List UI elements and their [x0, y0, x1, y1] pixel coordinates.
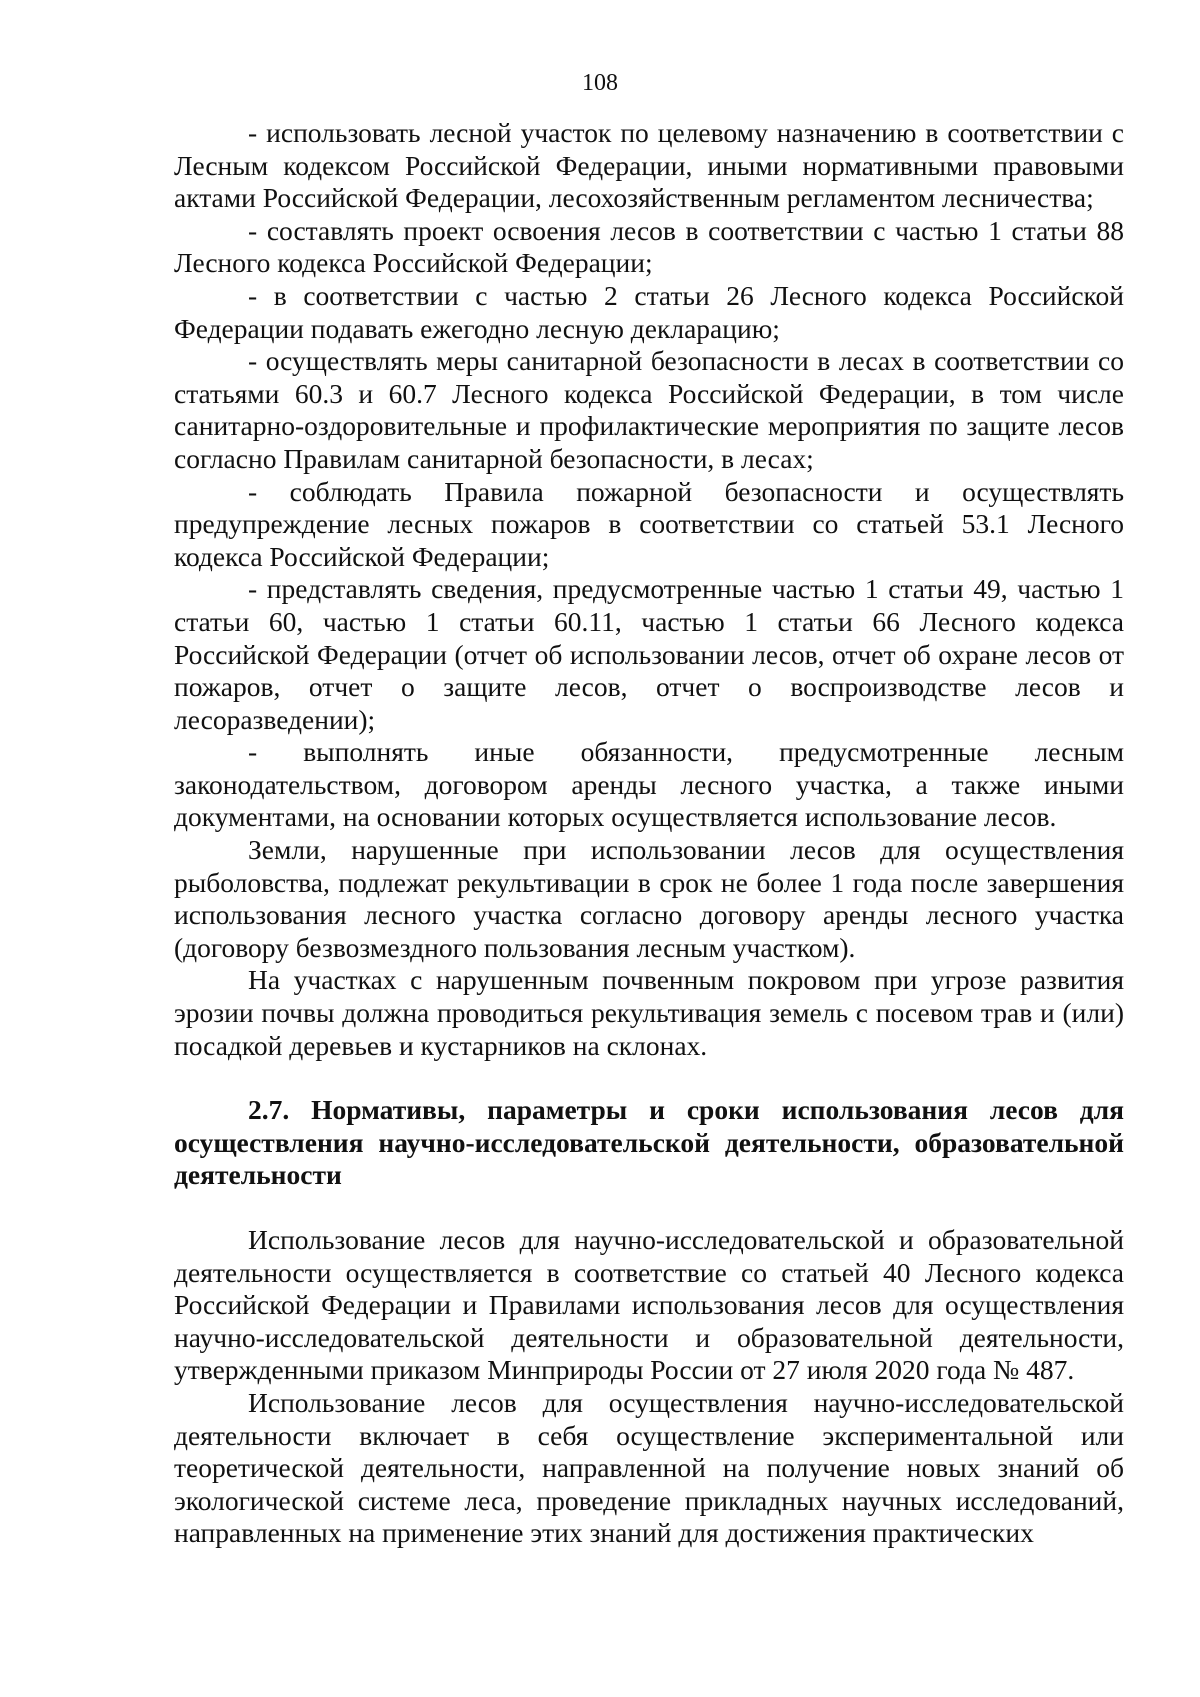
- list-item-forest-declaration: - в соответствии с частью 2 статьи 26 Лесного кодекса Российской Федерации подавать ежегодно лесную декларацию;: [174, 279, 1124, 344]
- paragraph-research-use: Использование лесов для научно-исследовательской и образовательной деятельности осуществляется в соответствие со статьей 40 Лесного кодекса Российской Федерации и Правилами использования лесов для осуществления научно-исследовательской деятельности и образовательной деятельности, утвержденными приказом Минприроды России от 27 июля 2020 года № 487.: [174, 1224, 1124, 1386]
- paragraph-land-reclamation: Земли, нарушенные при использовании лесов для осуществления рыболовства, подлежат рекультивации в срок не более 1 года после завершения использования лесного участка согласно договору аренды лесного участка (договору безвозмездного пользования лесным участком).: [174, 834, 1124, 963]
- paragraph-research-definition: Использование лесов для осуществления научно-исследовательской деятельности включает в себя осуществление экспериментальной или теоретической деятельности, направленной на получение новых знаний об экологической системе леса, проведение прикладных научных исследований, направленных на применение этих знаний для достижения практических: [174, 1386, 1124, 1549]
- section-heading: 2.7. Нормативы, параметры и сроки использования лесов для осуществления научно-исследовательской деятельности, образовательной деятельности: [174, 1094, 1124, 1191]
- list-item-other-duties: - выполнять иные обязанности, предусмотренные лесным законодательством, договором аренды лесного участка, а также иными документами, на основании которых осуществляется использование лесов.: [174, 736, 1124, 833]
- list-item-sanitary-safety: - осуществлять меры санитарной безопасности в лесах в соответствии со статьями 60.3 и 60.7 Лесного кодекса Российской Федерации, в том числе санитарно-оздоровительные и профилактические мероприятия по защите лесов согласно Правилам санитарной безопасности, в лесах;: [174, 345, 1124, 474]
- document-body: [174, 117, 1124, 1550]
- list-item-fire-safety: - соблюдать Правила пожарной безопасности и осуществлять предупреждение лесных пожаров в соответствии со статьей 53.1 Лесного кодекса Российской Федерации;: [174, 475, 1124, 572]
- paragraph-erosion: На участках с нарушенным почвенным покровом при угрозе развития эрозии почвы должна проводиться рекультивация земель с посевом трав и (или) посадкой деревьев и кустарников на склонах.: [174, 964, 1124, 1061]
- list-item-reports: - представлять сведения, предусмотренные частью 1 статьи 49, частью 1 статьи 60, частью 1 статьи 60.11, частью 1 статьи 66 Лесного кодекса Российской Федерации (отчет об использовании лесов, отчет об охране лесов от пожаров, отчет о защите лесов, отчет о воспроизводстве лесов и лесоразведении);: [174, 573, 1124, 735]
- page-number: 108: [582, 70, 618, 96]
- list-item-development-project: - составлять проект освоения лесов в соответствии с частью 1 статьи 88 Лесного кодекса Российской Федерации;: [174, 214, 1124, 279]
- list-item-use-plot: - использовать лесной участок по целевому назначению в соответствии с Лесным кодексом Российской Федерации, иными нормативными правовыми актами Российской Федерации, лесохозяйственным регламентом лесничества;: [174, 117, 1124, 214]
